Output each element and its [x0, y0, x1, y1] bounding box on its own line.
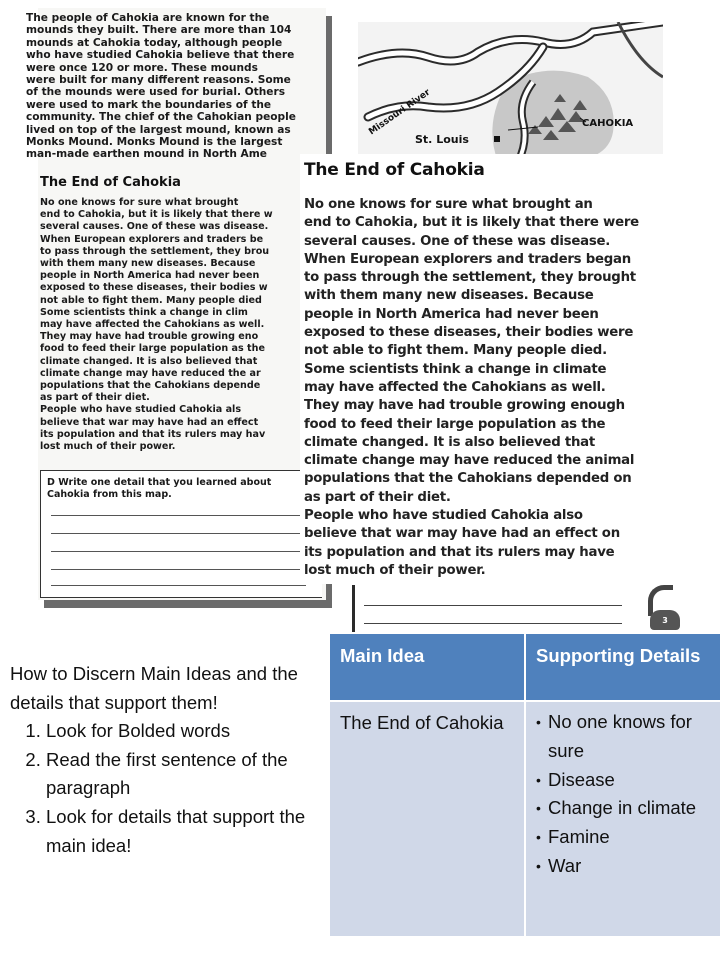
- city-label: St. Louis: [415, 133, 469, 146]
- worksheet-body-text: No one knows for sure what brought end to Cahokia, but it is likely that there w several causes. One of these was disease. When European explorers and traders be to pass through the settlement, they brou with them many new diseases. Because people in North America had never been exposed to these diseases, their bodies w not able to fight them. Many people died Some scientists think a change in clim may have affected the Cahokians as well. They may have had trouble growing eno food to feed their large population as the climate changed. It is also believed that climate change may have reduced the ar populations that the Cahokians depende as part of their diet. People who have studied Cahokia als believe that war may have had an effect its population and that its rulers may hav lost much of their power.: [40, 197, 273, 453]
- page-edge-line: [352, 585, 355, 633]
- instruction-step: 1. Look for Bolded words: [46, 717, 310, 746]
- instructions-steps: [10, 717, 310, 860]
- detail-item: • War: [536, 852, 710, 881]
- header-main-idea: Main Idea: [329, 633, 525, 701]
- header-supporting-details: Supporting Details: [525, 633, 720, 701]
- map-graphic: [358, 22, 663, 162]
- answer-line: [51, 551, 306, 552]
- answer-line: [51, 569, 306, 570]
- answer-line: [364, 623, 622, 624]
- worksheet-intro-text: The people of Cahokia are known for the mounds they built. There are more than 104 mounds at Cahokia today, although people who have studied Cahokia believe that there were once 120 or more. These mounds were built for many different reasons. Some of the mounds were used for burial. Others were used to mark the boundaries of the community. The chief of the Cahokian people lived on top of the largest mound, known as Monks Mound. Monks Mound is the largest man-made earthen mound in North Ame: [26, 12, 296, 161]
- detail-item: • No one knows for sure: [536, 708, 710, 766]
- answer-line: [51, 533, 306, 534]
- answer-line: [51, 585, 306, 586]
- main-idea-table: [328, 632, 720, 938]
- supporting-details-cell: [525, 701, 720, 937]
- main-idea-cell: The End of Cahokia: [329, 701, 525, 937]
- worksheet-question: D Write one detail that you learned about Cahokia from this map.: [47, 477, 272, 500]
- instructions-block: [10, 660, 310, 860]
- zoomed-body-text: No one knows for sure what brought an end to Cahokia, but it is likely that there were several causes. One of these was disease. When European explorers and traders began to pass through the settlement, they brought with them many new diseases. Because people in North America had never been exposed to these diseases, their bodies were not able to fight them. Many people died. Some scientists think a change in climate may have affected the Cahokians as well. They may have had trouble growing enough food to feed their large population as the climate changed. It is also believed that climate change may have reduced the animal populations that the Cahokians depended on as part of their diet. People who have studied Cahokia also believe that war may have had an effect on its population and that its rulers may have lost much of their power.: [304, 197, 639, 578]
- worksheet-bottom-strip: [352, 585, 652, 635]
- zoomed-heading: The End of Cahokia: [304, 160, 485, 180]
- page-number-badge: 3: [650, 610, 680, 630]
- zoomed-text-panel: [300, 154, 666, 584]
- answer-line: [364, 605, 622, 606]
- river-label: Missouri River: [367, 87, 433, 138]
- table-row: [329, 701, 720, 937]
- cahokia-map: [358, 22, 663, 162]
- site-label: CAHOKIA: [582, 118, 634, 129]
- worksheet-question-box: [40, 470, 322, 598]
- instructions-intro: How to Discern Main Ideas and the details that support them!: [10, 663, 298, 713]
- worksheet-heading: The End of Cahokia: [40, 175, 181, 190]
- detail-item: • Change in climate: [536, 794, 710, 823]
- instruction-step: 2. Read the first sentence of the paragraph: [46, 746, 310, 803]
- instruction-step: 3. Look for details that support the main idea!: [46, 803, 310, 860]
- answer-line: [51, 515, 306, 516]
- detail-item: • Disease: [536, 766, 710, 795]
- details-list: [536, 708, 710, 881]
- table-header-row: [329, 633, 720, 701]
- detail-item: • Famine: [536, 823, 710, 852]
